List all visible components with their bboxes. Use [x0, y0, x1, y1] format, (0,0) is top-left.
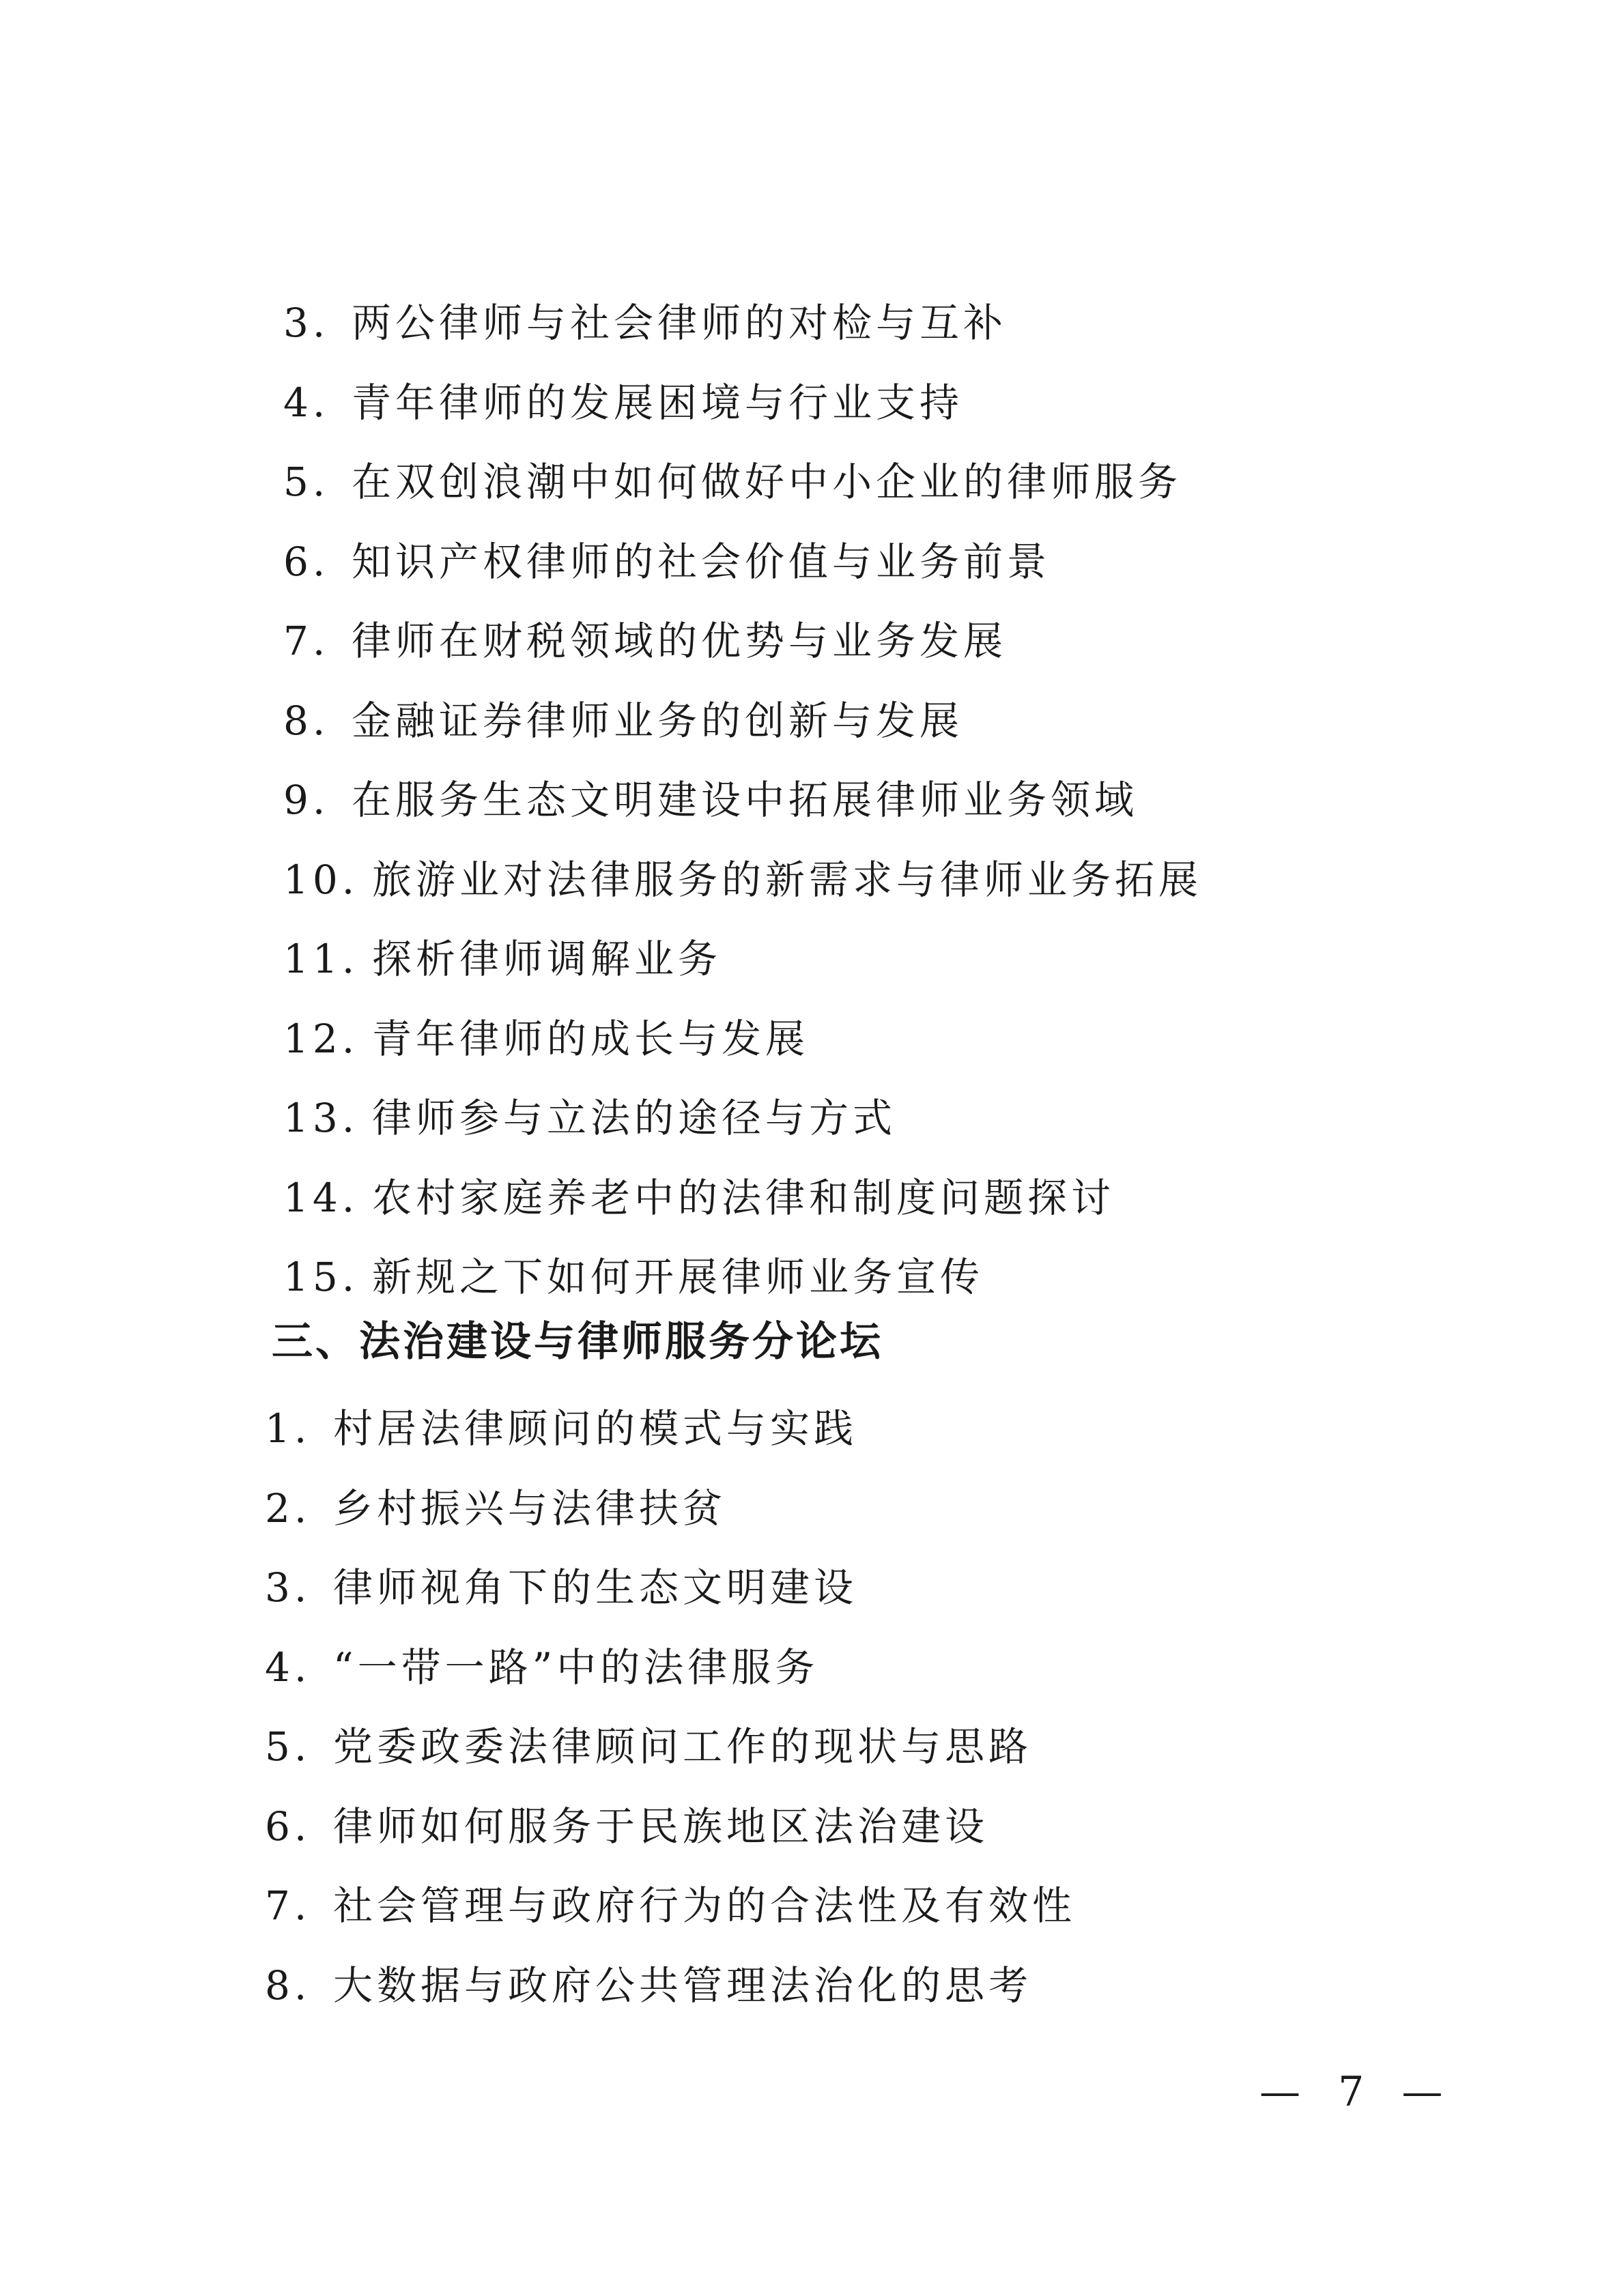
- item-number: 15.: [283, 1254, 359, 1300]
- item-text: 社会管理与政府行为的合法性及有效性: [333, 1882, 1077, 1929]
- item-number: 9.: [283, 777, 330, 823]
- item-text: 党委政委法律顾问工作的现状与思路: [333, 1723, 1033, 1770]
- item-text: 律师参与立法的途径与方式: [372, 1095, 897, 1141]
- list-item: [283, 1078, 1202, 1158]
- item-number: 4.: [265, 1644, 311, 1691]
- list-item: [283, 840, 1202, 920]
- item-text: 知识产权律师的社会价值与业务前景: [352, 538, 1051, 585]
- list-item: [265, 1787, 1076, 1867]
- item-number: 3.: [265, 1564, 311, 1611]
- item-number: 7.: [265, 1882, 311, 1929]
- item-text: 金融证券律师业务的创新与发展: [352, 697, 964, 744]
- item-text: 农村家庭养老中的法律和制度问题探讨: [372, 1174, 1115, 1221]
- item-text: 律师在财税领域的优势与业务发展: [352, 618, 1008, 664]
- item-number: 3.: [283, 300, 330, 346]
- list-item: [283, 999, 1202, 1079]
- item-text: “一带一路”中的法律服务: [333, 1644, 819, 1691]
- list-item: [283, 919, 1202, 999]
- item-number: 5.: [283, 459, 330, 505]
- item-number: 8.: [283, 697, 330, 744]
- list-item: [265, 1548, 1076, 1628]
- item-number: 11.: [283, 936, 359, 982]
- list-item: [265, 1389, 1076, 1469]
- list-item: [283, 442, 1202, 522]
- list-item: [283, 522, 1202, 602]
- item-text: 青年律师的成长与发展: [372, 1015, 810, 1062]
- item-number: 6.: [283, 538, 330, 585]
- item-text: 青年律师的发展困境与行业支持: [352, 379, 964, 426]
- item-text: 探析律师调解业务: [372, 936, 722, 982]
- item-number: 10.: [283, 856, 359, 903]
- list-item: [283, 681, 1202, 761]
- list-item: [265, 1707, 1076, 1787]
- page-number: — 7 —: [1259, 2068, 1455, 2116]
- item-number: 2.: [265, 1484, 311, 1532]
- item-number: 14.: [283, 1174, 359, 1221]
- item-number: 1.: [265, 1405, 311, 1452]
- item-text: 律师视角下的生态文明建设: [333, 1564, 858, 1611]
- list-item: [265, 1469, 1076, 1549]
- item-number: 5.: [265, 1723, 311, 1770]
- item-text: 乡村振兴与法律扶贫: [333, 1484, 727, 1532]
- list-item: [265, 1946, 1076, 2026]
- list-item: [283, 363, 1202, 443]
- item-number: 6.: [265, 1803, 311, 1850]
- list-item: [265, 1628, 1076, 1708]
- list-item: [265, 1866, 1076, 1946]
- forum-topic-list: [283, 283, 1202, 1317]
- list-item: [283, 1158, 1202, 1238]
- item-number: 7.: [283, 618, 330, 664]
- item-number: 12.: [283, 1015, 359, 1062]
- list-item: [283, 601, 1202, 681]
- item-text: 在服务生态文明建设中拓展律师业务领域: [352, 777, 1139, 823]
- item-text: 新规之下如何开展律师业务宣传: [372, 1254, 984, 1300]
- item-text: 律师如何服务于民族地区法治建设: [333, 1803, 989, 1850]
- item-text: 旅游业对法律服务的新需求与律师业务拓展: [372, 856, 1203, 903]
- section-heading: 三、法治建设与律师服务分论坛: [272, 1318, 883, 1366]
- item-number: 4.: [283, 379, 330, 426]
- item-text: 大数据与政府公共管理法治化的思考: [333, 1962, 1033, 2009]
- item-number: 13.: [283, 1095, 359, 1141]
- list-item: [283, 283, 1202, 363]
- section-topic-list: [265, 1389, 1076, 2025]
- item-text: 村居法律顾问的模式与实践: [333, 1405, 858, 1452]
- item-text: 两公律师与社会律师的对检与互补: [352, 300, 1008, 346]
- item-text: 在双创浪潮中如何做好中小企业的律师服务: [352, 459, 1182, 505]
- item-number: 8.: [265, 1962, 311, 2009]
- list-item: [283, 760, 1202, 840]
